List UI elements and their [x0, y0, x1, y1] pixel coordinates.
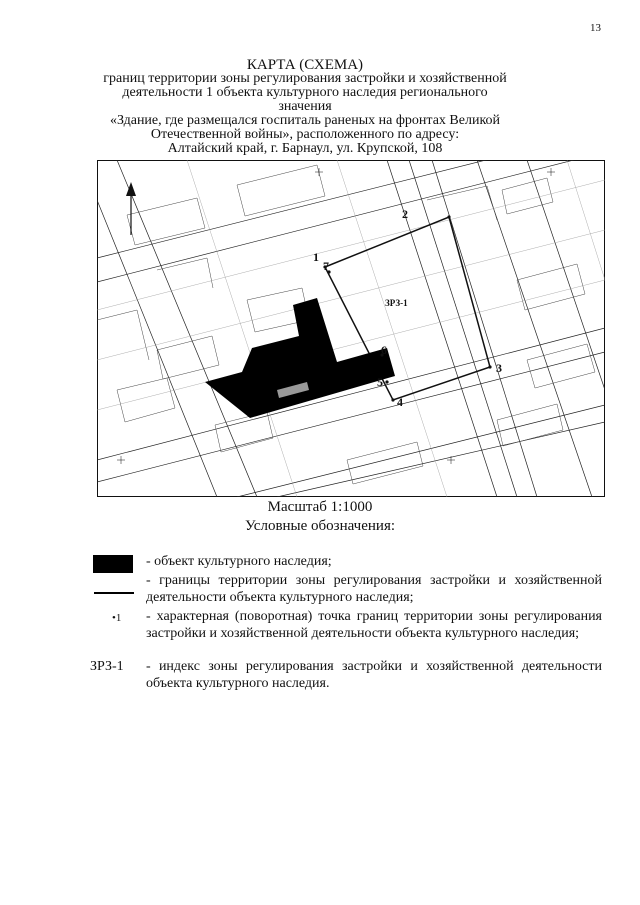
heritage-fill-swatch — [93, 555, 133, 573]
point-label-6: 6 — [381, 343, 387, 357]
legend-item-boundary — [90, 572, 602, 608]
boundary-point-5 — [385, 380, 388, 383]
cadastral-map — [97, 160, 605, 497]
map-frame — [98, 161, 605, 497]
boundary-point-3 — [488, 365, 491, 368]
point-label-1: 1 — [313, 250, 319, 264]
title-line-4: «Здание, где размещался госпиталь раненых на фронтах Великой — [109, 113, 501, 128]
legend-text-turning-point: - характерная (поворотная) точка границ территории зоны регулирования застройки и хозяйственной деятельности объекта культурного наследия; — [146, 609, 602, 641]
map-scale: Масштаб 1:1000 — [267, 499, 373, 515]
boundary-point-2 — [447, 215, 450, 218]
point-label-2: 2 — [402, 207, 408, 221]
document-title — [100, 58, 510, 156]
boundary-point-4 — [391, 398, 394, 401]
legend-item-turning-point — [90, 608, 602, 662]
legend-item-zone-index — [90, 658, 602, 694]
legend-text-boundary: - границы территории зоны регулирования застройки и хозяйственной деятельности объекта культурного наследия; — [146, 573, 602, 605]
title-line-2: границ территории зоны регулирования застройки и хозяйственной — [103, 71, 507, 86]
boundary-line-swatch — [94, 592, 134, 594]
point-label-4: 4 — [397, 395, 403, 409]
legend-text-heritage: - объект культурного наследия; — [146, 554, 332, 569]
page-number: 13 — [590, 22, 601, 34]
legend-item-heritage — [90, 553, 602, 573]
point-label-3: 3 — [496, 361, 502, 375]
title-line-5: Отечественной войны», расположенного по адресу: — [150, 127, 460, 142]
title-line-3: деятельности 1 объекта культурного наследия регионального значения — [122, 85, 488, 114]
turning-point-symbol: •1 — [112, 612, 122, 624]
point-label-5: 5 — [377, 375, 383, 389]
title-line-1: КАРТА (СХЕМА) — [246, 57, 364, 73]
point-label-7: 7 — [323, 259, 329, 273]
legend-text-zone-index: - индекс зоны регулирования застройки и хозяйственной деятельности объекта культурного наследия. — [146, 659, 602, 691]
zone-index-symbol: ЗРЗ-1 — [90, 659, 124, 674]
zone-index-label: ЗРЗ-1 — [385, 298, 408, 308]
title-line-6: Алтайский край, г. Барнаул, ул. Крупской, 108 — [167, 141, 443, 156]
legend-title: Условные обозначения: — [244, 518, 396, 534]
